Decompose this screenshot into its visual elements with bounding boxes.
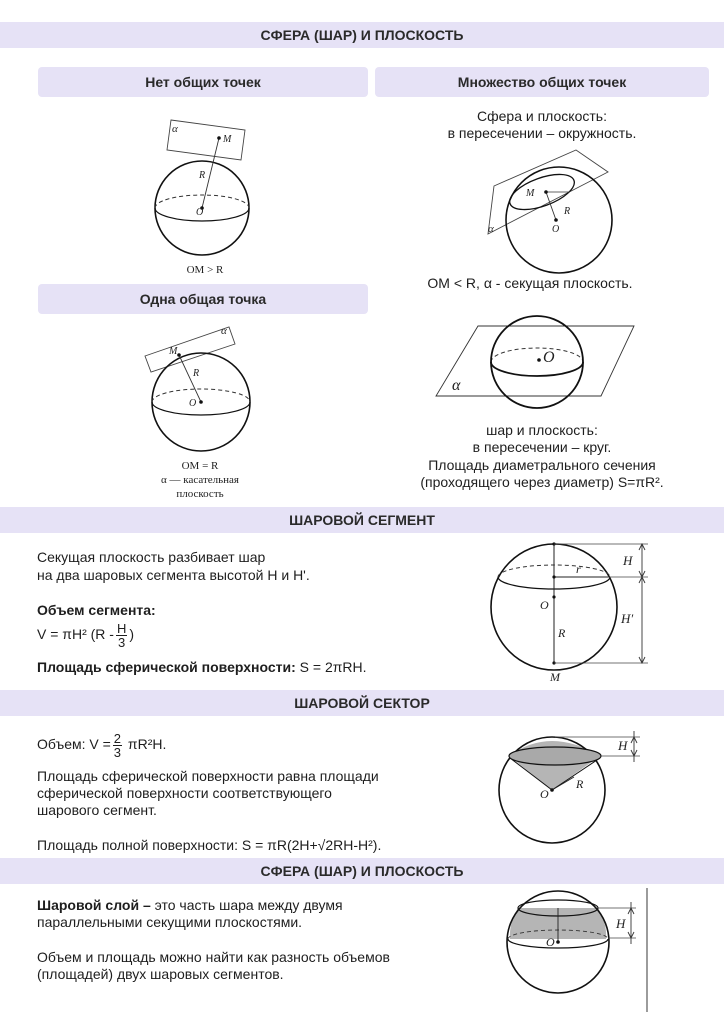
circle-desc-line3: Площадь диаметрального сечения — [428, 457, 656, 473]
label-h: H — [616, 916, 626, 931]
label-h: H — [623, 553, 633, 568]
segment-text-line1: Секущая плоскость разбивает шар — [37, 549, 266, 565]
segment-volume-formula: V = πH² (R - $\frac{H}{3}$ ) — [37, 621, 135, 650]
label-h-prime: H′ — [621, 611, 634, 626]
sector-text-line3: шарового сегмент. — [37, 802, 157, 818]
layer-text-line1: Объем и площадь можно найти как разность объемов — [37, 949, 390, 965]
label-h: H — [618, 738, 628, 753]
label-m: M — [526, 188, 535, 199]
label-o: O — [196, 207, 204, 218]
segment-area: Площадь сферической поверхности: S = 2πRH. — [37, 659, 367, 675]
figure-spherical-layer — [500, 886, 650, 1016]
relation-om-less-r: OM < R, α - секущая плоскость. — [427, 275, 633, 291]
label-o: O — [543, 349, 555, 366]
segment-text-line2: на два шаровых сегмента высотой H и H'. — [37, 567, 310, 583]
circle-desc-line4: (проходящего через диаметр) S=πR². — [420, 474, 664, 490]
caption-tangent-line2: плоскость — [176, 488, 224, 500]
label-m: M — [169, 346, 178, 357]
label-o: O — [540, 787, 549, 801]
circle-desc-line2: в пересечении – круг. — [472, 439, 612, 455]
subheader-no-common-points: Нет общих точек — [38, 67, 368, 97]
figure-secant-plane — [480, 148, 620, 273]
sector-volume: Объем: V = $\frac{2}{3}$ πR²H. — [37, 731, 167, 760]
label-alpha: α — [452, 377, 461, 394]
label-alpha: α — [172, 123, 178, 135]
subheader-one-common-point: Одна общая точка — [38, 284, 368, 314]
label-alpha: α — [221, 325, 227, 337]
layer-definition-line2: параллельными секущими плоскостями. — [37, 914, 303, 930]
section-header-layer: СФЕРА (ШАР) И ПЛОСКОСТЬ — [0, 858, 724, 884]
label-r-small: r — [576, 562, 581, 576]
label-r: R — [564, 206, 571, 217]
label-o: O — [540, 598, 549, 612]
label-m: M — [550, 670, 560, 684]
figure-diametral-section — [436, 314, 636, 414]
label-r: R — [576, 777, 584, 791]
section-header-sector: ШАРОВОЙ СЕКТОР — [0, 690, 724, 716]
sector-text-line1: Площадь сферической поверхности равна площади — [37, 768, 379, 784]
label-r: R — [558, 626, 566, 640]
sector-full-area: Площадь полной поверхности: S = πR(2H+√2RH-H²). — [37, 837, 382, 853]
intersection-text-line2: в пересечении – окружность. — [447, 125, 637, 141]
label-o: O — [189, 398, 197, 409]
circle-desc-line1: шар и плоскость: — [486, 422, 598, 438]
caption-om-equals-r: OM = R — [181, 460, 219, 472]
figure-no-common-points — [145, 108, 265, 268]
label-o: O — [546, 935, 555, 949]
subheader-many-common-points: Множество общих точек — [375, 67, 709, 97]
segment-volume-label: Объем сегмента: — [37, 602, 156, 618]
layer-text-line2: (площадей) двух шаровых сегментов. — [37, 966, 284, 982]
intersection-text-line1: Сфера и плоскость: — [477, 108, 607, 124]
figure-spherical-segment — [490, 537, 660, 687]
section-header-sphere-plane: СФЕРА (ШАР) И ПЛОСКОСТЬ — [0, 22, 724, 48]
figure-one-common-point — [145, 322, 265, 462]
label-r: R — [199, 170, 206, 181]
figure-spherical-sector — [500, 718, 650, 853]
layer-definition-line1: Шаровой слой – это часть шара между двумя — [37, 897, 343, 913]
label-o: O — [552, 224, 560, 235]
label-m: M — [223, 134, 232, 145]
label-alpha: α — [488, 223, 494, 235]
sector-text-line2: сферической поверхности соответствующего — [37, 785, 332, 801]
caption-tangent-line1: α — касательная — [161, 474, 239, 486]
label-r: R — [193, 368, 200, 379]
caption-om-greater-r: OM > R — [186, 264, 224, 276]
section-header-segment: ШАРОВОЙ СЕГМЕНТ — [0, 507, 724, 533]
